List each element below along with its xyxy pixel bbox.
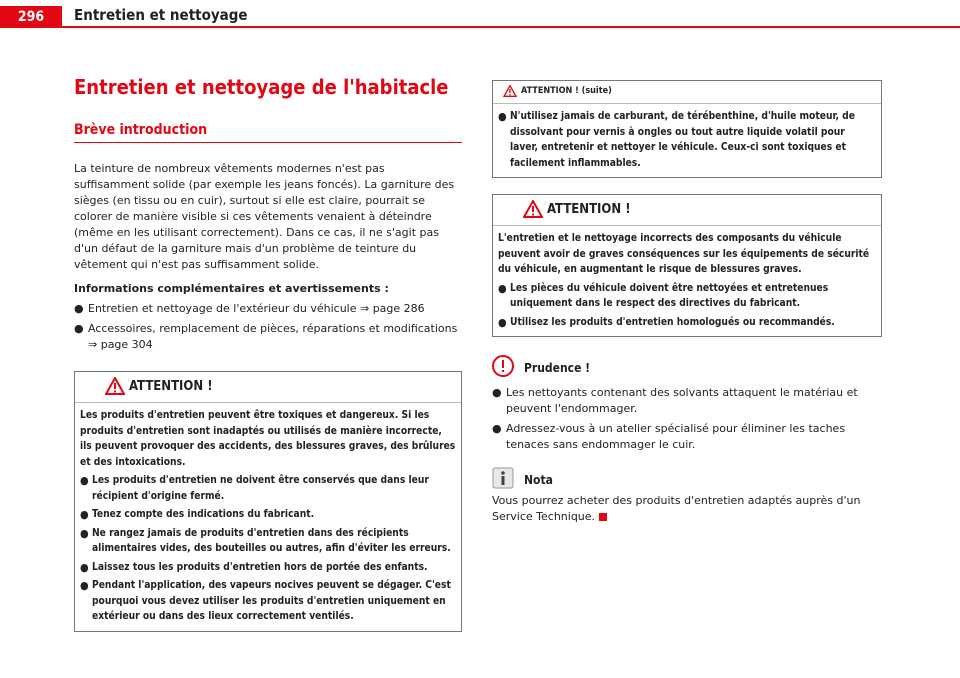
bullet-icon: ● — [80, 560, 89, 574]
warning-body — [75, 403, 461, 631]
warning-box — [74, 371, 462, 632]
info-link-exterior[interactable]: Entretien et nettoyage de l'extérieur du véhicule ⇒ page 286 — [88, 302, 425, 315]
bullet-icon: ● — [498, 110, 507, 123]
bullet-icon: ● — [80, 579, 89, 592]
page-header — [0, 0, 960, 28]
info-link-accessories[interactable]: Accessoires, remplacement de pièces, réparations et modifications ⇒ page 304 — [88, 322, 458, 351]
left-column — [74, 75, 462, 632]
subsection-title: Brève introduction — [74, 122, 462, 143]
list-item — [74, 321, 462, 353]
note-header — [492, 467, 882, 493]
list-item — [498, 315, 876, 331]
note-label: Nota — [524, 473, 553, 487]
bullet-icon: ● — [80, 474, 89, 487]
warning-item: Tenez compte des indications du fabricant. — [92, 509, 315, 520]
warning-header — [75, 372, 461, 403]
caution-item: Adressez-vous à un atelier spécialisé pour éliminer les taches tenaces sans endommager le cuir. — [506, 422, 846, 451]
warning-item: N'utilisez jamais de carburant, de térébenthine, d'huile moteur, de dissolvant pour vernis à ongles ou tout autre liquide volatil pour laver, entretenir et nettoyer le véhicule. Ceux-ci sont toxiques et facilement inflammables. — [510, 111, 855, 169]
caution-item: Les nettoyants contenant des solvants attaquent le matériau et peuvent l'endommager. — [506, 386, 858, 415]
note-text: Vous pourrez acheter des produits d'entretien adaptés auprès d'un Service Technique. — [492, 494, 861, 523]
end-of-section-marker — [599, 513, 607, 521]
warning-lead: L'entretien et le nettoyage incorrects des composants du véhicule peuvent avoir de graves conséquences sur les équipements de sécurité du véhicule, en augmentant le risque de blessures graves. — [498, 233, 870, 275]
caution-header — [492, 355, 882, 381]
warning-item: Les pièces du véhicule doivent être nettoyées et entretenues uniquement dans le respect des directives du fabricant. — [510, 282, 829, 309]
list-item — [498, 109, 876, 171]
list-item — [492, 421, 882, 453]
info-title: Informations complémentaires et avertissements : — [74, 282, 389, 295]
info-note-icon — [492, 467, 514, 489]
warning-header — [493, 195, 881, 226]
bullet-icon: ● — [498, 315, 507, 329]
note-paragraph — [492, 493, 882, 525]
warning-item: Laissez tous les produits d'entretien hors de portée des enfants. — [92, 561, 428, 573]
caution-label: Prudence ! — [524, 361, 591, 375]
warning-triangle-icon — [523, 200, 543, 218]
bullet-icon: ● — [74, 302, 84, 315]
page-title: Entretien et nettoyage de l'habitacle — [74, 75, 449, 99]
list-item — [80, 473, 456, 504]
bullet-icon: ● — [492, 422, 502, 435]
exclamation-circle-icon — [492, 355, 514, 377]
intro-paragraph: La teinture de nombreux vêtements modernes n'est pas suffisamment solide (par exemple les jeans foncés). La garniture des sièges (en tissu ou en cuir), surtout si elle est claire, pourrait se colorer de manière visible si ces vêtements venaient à déteindre (même en les utilisant correctement). Dans ce cas, il ne s'agit pas d'un défaut de la garniture mais d'un problème de teinture du vêtement qui n'est pas suffisamment solide. — [74, 162, 455, 271]
warning-continued-body — [493, 104, 881, 177]
warning-box-2 — [492, 194, 882, 337]
list-item — [74, 301, 462, 317]
warning-label: ATTENTION ! — [129, 379, 213, 394]
warning-triangle-icon — [105, 377, 125, 395]
warning-continued-header — [493, 81, 881, 104]
list-item — [492, 385, 882, 417]
warning-body — [493, 226, 881, 336]
bullet-icon: ● — [498, 281, 507, 295]
warning-triangle-icon — [503, 85, 517, 97]
header-rule — [62, 26, 960, 28]
bullet-icon: ● — [492, 386, 502, 399]
warning-item: Ne rangez jamais de produits d'entretien dans des récipients alimentaires vides, des bouteilles ou autres, afin d'éviter les erreurs. — [92, 527, 451, 554]
list-item — [80, 578, 456, 625]
list-item — [80, 526, 456, 557]
warning-label: ATTENTION ! — [547, 202, 631, 217]
bullet-icon: ● — [80, 508, 89, 521]
warning-continued-box — [492, 80, 882, 178]
bullet-icon: ● — [74, 322, 84, 335]
page-number: 296 — [0, 6, 62, 28]
warning-item: Pendant l'application, des vapeurs nocives peuvent se dégager. C'est pourquoi vous devez utiliser les produits d'entretien uniquement en extérieur ou dans des lieux correctement ventilés. — [92, 580, 451, 622]
warning-item: Les produits d'entretien ne doivent être conservés que dans leur récipient d'origine fermé. — [92, 475, 429, 502]
list-item — [80, 507, 456, 523]
warning-lead: Les produits d'entretien peuvent être toxiques et dangereux. Si les produits d'entretien sont inadaptés ou utilisés de manière incorrecte, ils peuvent provoquer des accidents, des blessures graves, des brûlures et des intoxications. — [80, 410, 456, 468]
right-column — [492, 80, 882, 525]
list-item — [80, 560, 456, 576]
warning-continued-label: ATTENTION ! (suite) — [521, 86, 612, 96]
bullet-icon: ● — [80, 526, 89, 540]
warning-item: Utilisez les produits d'entretien homologués ou recommandés. — [510, 316, 835, 328]
section-title: Entretien et nettoyage — [74, 6, 248, 24]
list-item — [498, 281, 876, 312]
